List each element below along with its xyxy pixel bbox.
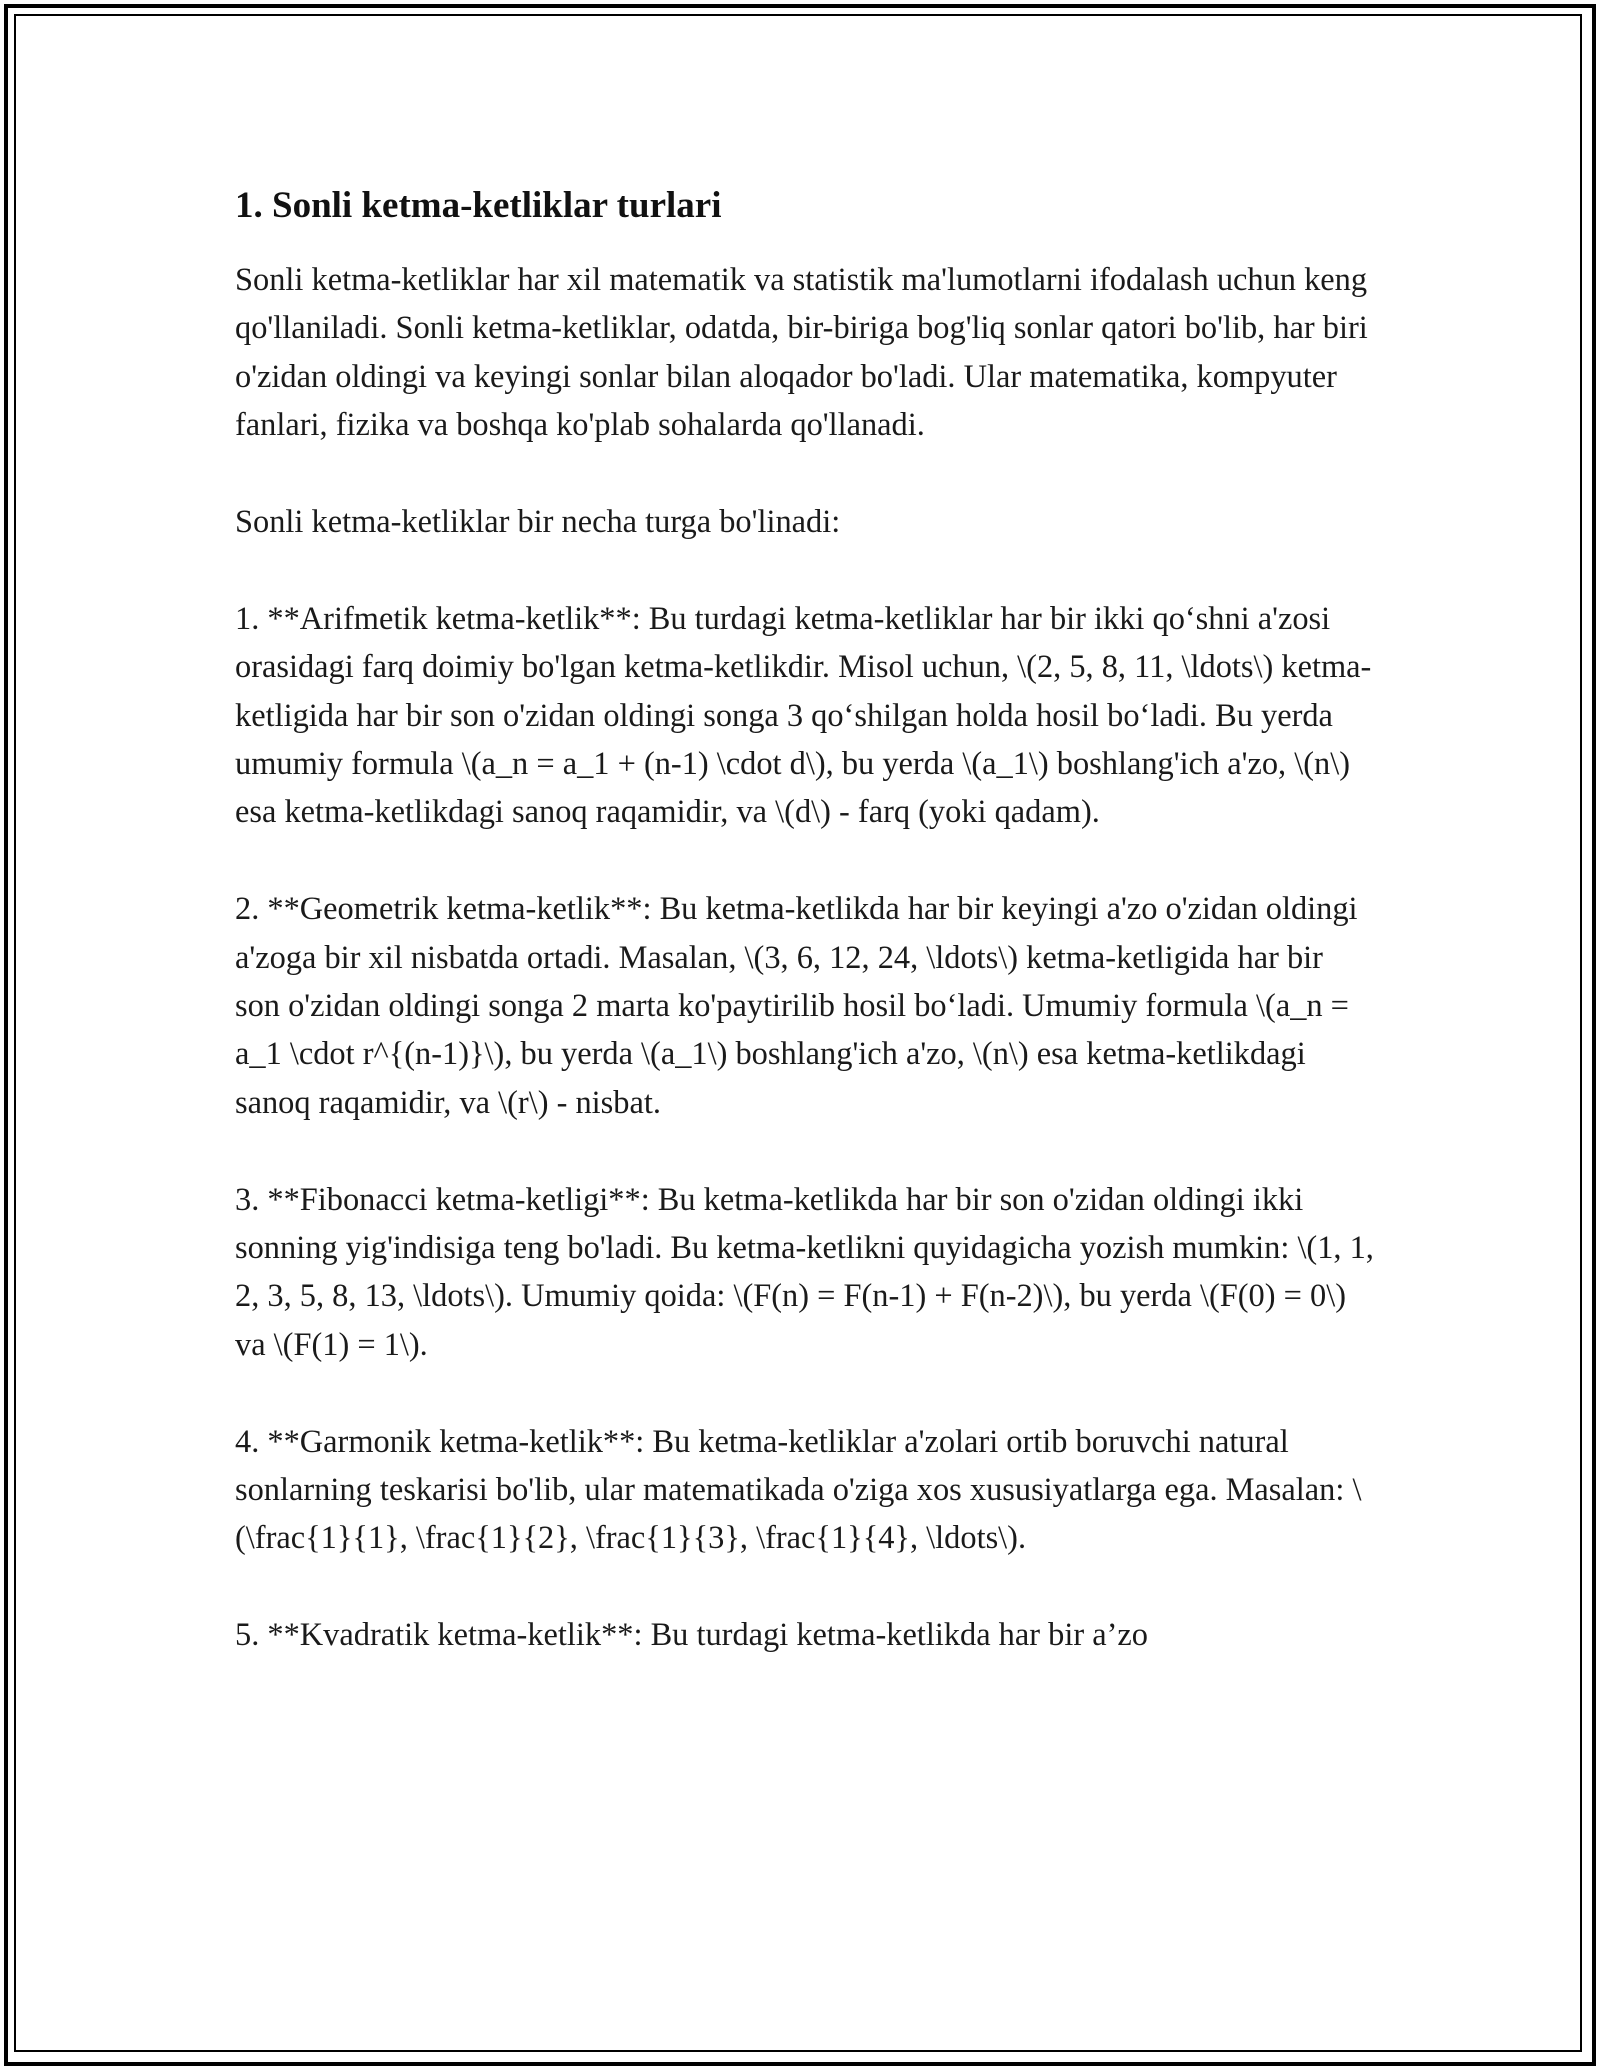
document-body [235,182,1375,1660]
arithmetic-sequence-paragraph: 1. **Arifmetik ketma-ketlik**: Bu turdagi ketma-ketliklar har bir ikki qo‘shni a'zosi orasidagi farq doimiy bo'lgan ketma-ketlikdir. Misol uchun, \(2, 5, 8, 11, \ldots\) ketma-ketligida har bir son o'zidan oldingi songa 3 qo‘shilgan holda hosil bo‘ladi. Bu yerda umumiy formula \(a_n = a_1 + (n-1) \cdot d\), bu yerda \(a_1\) boshlang'ich a'zo, \(n\) esa ketma-ketlikdagi sanoq raqamidir, va \(d\) - farq (yoki qadam). [235,600,1372,831]
intro-paragraph: Sonli ketma-ketliklar har xil matematik va statistik ma'lumotlarni ifodalash uchun keng qo'llaniladi. Sonli ketma-ketliklar, odatda, bir-biriga bog'liq sonlar qatori bo'lib, har biri o'zidan oldingi va keyingi sonlar bilan aloqador bo'ladi. Ular matematika, kompyuter fanlari, fizika va boshqa ko'plab sohalarda qo'llanadi. [235,262,1368,444]
harmonic-sequence-paragraph: 4. **Garmonik ketma-ketlik**: Bu ketma-ketliklar a'zolari ortib boruvchi natural sonlarning teskarisi bo'lib, ular matematikada o'ziga xos xususiyatlarga ega. Masalan: \(\frac{1}{1}, \frac{1}{2}, \frac{1}{3}, \frac{1}{4}, \ldots\). [235,1423,1362,1557]
types-intro-paragraph: Sonli ketma-ketliklar bir necha turga bo'linadi: [235,504,841,541]
geometric-sequence-paragraph: 2. **Geometrik ketma-ketlik**: Bu ketma-ketlikda har bir keyingi a'zo o'zidan oldingi a'zoga bir xil nisbatda ortadi. Masalan, \(3, 6, 12, 24, \ldots\) ketma-ketligida har bir son o'zidan oldingi songa 2 marta ko'paytirilib hosil bo‘ladi. Umumiy formula \(a_n = a_1 \cdot r^{(n-1)}\), bu yerda \(a_1\) boshlang'ich a'zo, \(n\) esa ketma-ketlikdagi sanoq raqamidir, va \(r\) - nisbat. [235,891,1358,1121]
section-heading: 1. Sonli ketma-ketliklar turlari [235,185,722,226]
fibonacci-sequence-paragraph: 3. **Fibonacci ketma-ketligi**: Bu ketma-ketlikda har bir son o'zidan oldingi ikki sonning yig'indisiga teng bo'ladi. Bu ketma-ketlikni quyidagicha yozish mumkin: \(1, 1, 2, 3, 5, 8, 13, \ldots\). Umumiy qoida: \(F(n) = F(n-1) + F(n-2)\), bu yerda \(F(0) = 0\) va \(F(1) = 1\). [235,1181,1374,1363]
quadratic-sequence-paragraph: 5. **Kvadratik ketma-ketlik**: Bu turdagi ketma-ketlikda har bir a’zo [235,1617,1148,1654]
